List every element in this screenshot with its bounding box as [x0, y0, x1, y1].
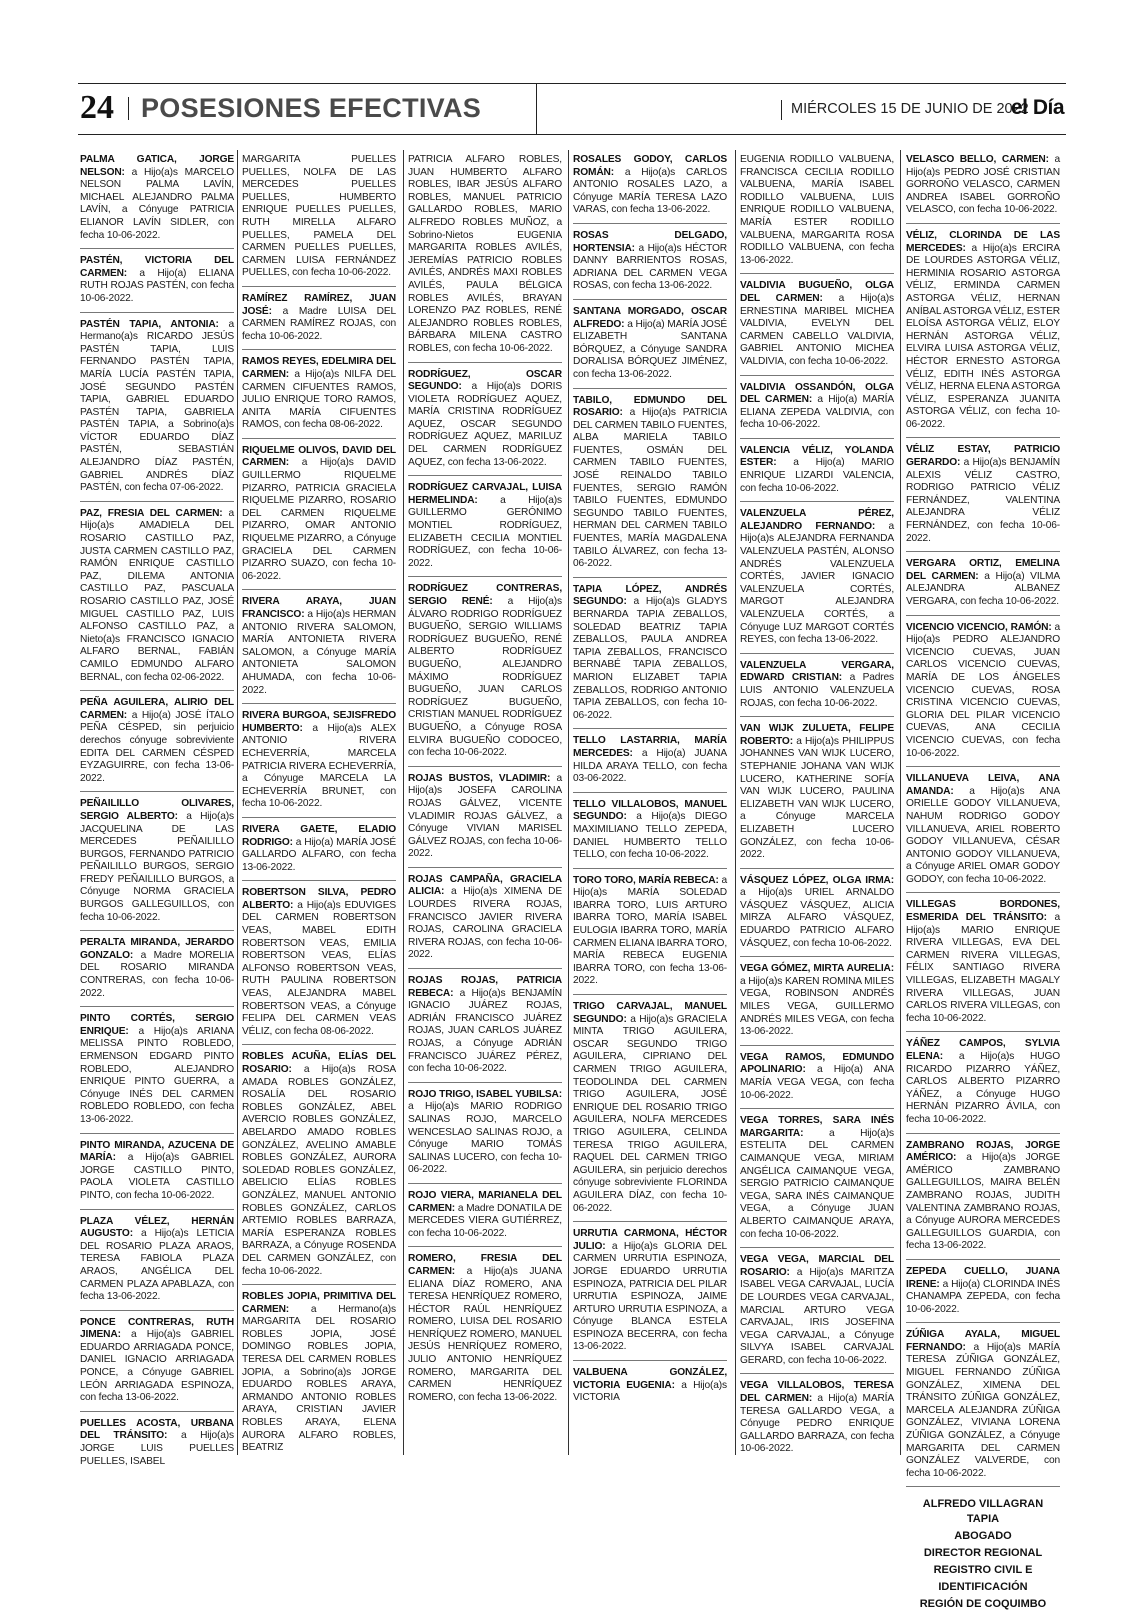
notice-entry: [242, 596, 396, 704]
notice-text: a Hermano(a)s RICARDO JESÚS PASTÉN TAPIA, LUIS FERNANDO PASTÉN TAPIA, MARÍA LUCÍA PASTÉN TAPIA, JOSÉ SEGUNDO PASTÉN TAPIA, GABRIEL EDUARDO PASTÉN TAPIA, GABRIELA PASTÉN TAPIA, a Sobrino(a)s VÍCTOR EDUARDO DÍAZ PASTÉN, SEBASTIÁN ALEJANDRO DÍAZ PASTÉN, GABRIEL ANDRÉS DÍAZ PASTÉN, con fecha 07-06-2022.: [80, 318, 234, 494]
notice-entry: [740, 660, 894, 717]
notice-entry: [242, 356, 396, 439]
notice-entry: [80, 798, 234, 931]
deceased-name: TRIGO CARVAJAL, MANUEL SEGUNDO:: [573, 1001, 727, 1025]
notice-entry: [80, 697, 234, 792]
notice-column-1: [80, 154, 235, 1467]
notice-text: a Hijo(a)s MARCELO NELSON PALMA LAVÍN, MICHAEL ALEJANDRO PALMA LAVÍN, a Cónyuge PATRICIA ELIANOR LAVÍN SIDLER, con fecha 10-06-2022.: [80, 166, 234, 241]
notice-text: MARGARITA PUELLES PUELLES, NOLFA DE LAS MERCEDES PUELLES PUELLES, HUMBERTO ENRIQUE PUELLES PUELLES, RUTH MIRELLA ALFARO PUELLES, PAMELA DEL CARMEN PUELLES PUELLES, CARMEN LUISA FERNÁNDEZ PUELLES, con fecha 10-06-2022.: [242, 154, 396, 279]
notice-text: a Hijo(a)s XIMENA DE LOURDES RIVERA ROJAS, FRANCISCO JAVIER RIVERA ROJAS, CAROLINA GRACIELA RIVERA ROJAS, con fecha 10-06-2022.: [408, 886, 562, 961]
header-divider: [781, 100, 782, 120]
deceased-name: RIVERA ARAYA, JUAN FRANCISCO:: [242, 596, 396, 620]
deceased-name: PINTO MIRANDA, AZUCENA DE MARÍA:: [80, 1139, 234, 1164]
notice-text: a Hijo(a)s JORGE LUIS PUELLES PUELLES, ISABEL: [80, 1430, 234, 1467]
notice-entry: [740, 154, 894, 274]
notice-column-6: [906, 154, 1061, 1611]
notice-text: a Hijo(a)s ESTELITA DEL CARMEN CAIMANQUE VEGA, MIRIAM ANGÉLICA CAIMANQUE VEGA, SERGIO PATRICIO CAIMANQUE VEGA, SARA INÉS CAIMANQUE VEGA, a Cónyuge JUAN ALBERTO CAIMANQUE ARAYA, con fecha 10-06-2022.: [740, 1127, 894, 1240]
notice-text: a Hijo(a) MARÍA JOSÉ ELIZABETH SANTANA BÓRQUEZ, a Cónyuge SANDRA DORALISA BÓRQUEZ JIMÉNEZ, con fecha 13-06-2022.: [573, 318, 727, 380]
signature-block: [906, 1497, 1060, 1612]
header-divider: [128, 97, 129, 120]
notice-text: a Hijo(a) ANA MARÍA VEGA VEGA, con fecha 10-06-2022.: [740, 1064, 894, 1101]
notice-entry: [740, 963, 894, 1046]
notice-text: a Hijo(a)s ALEJANDRA FERNANDA VALENZUELA PASTÉN, ALONSO ANDRÉS VALENZUELA CORTÉS, JAVIER IGNACIO VALENZUELA CORTÉS, MARGOT ALEJANDRA VALENZUELA CORTÉS, a Cónyuge LUZ MARGOT CORTÉS REYES, con fecha 13-06-2022.: [740, 520, 895, 646]
notice-entry: [573, 1228, 727, 1361]
deceased-name: ROBLES ACUÑA, ELÍAS DEL ROSARIO:: [242, 1051, 396, 1075]
notice-text: a Hijo(a)s DAVID GUILLERMO RIQUELME PIZARRO, PATRICIA GRACIELA RIQUELME PIZARRO, ROSARIO DEL CARMEN RIQUELME PIZARRO, OMAR ANTONIO RIQUELME PIZARRO, a Cónyuge GRACIELA DEL CARMEN PIZARRO SUAZO, con fecha 10-06-2022.: [242, 457, 396, 582]
notice-entry: [80, 1216, 234, 1311]
notice-text: a Padres LUIS ANTONIO VALENZUELA ROJAS, con fecha 10-06-2022.: [740, 672, 894, 709]
notice-text: a Madre DONATILA DE MERCEDES VIERA GUTIÉRREZ, con fecha 10-06-2022.: [408, 1202, 562, 1239]
deceased-name: VICENCIO VICENCIO, RAMÓN:: [906, 621, 1052, 633]
notice-entry: [80, 1418, 234, 1474]
deceased-name: URRUTIA CARMONA, HÉCTOR JULIO:: [573, 1228, 727, 1252]
notice-text: a Hijo(a)s PEDRO JOSÉ CRISTIAN GORROÑO VELASCO, CARMEN ANDREA ISABEL GORROÑO VELASCO, con fecha 10-06-2022.: [906, 154, 1060, 216]
deceased-name: ROJAS CAMPAÑA, GRACIELA ALICIA:: [408, 873, 562, 898]
deceased-name: PASTÉN, VICTORIA DEL CARMEN:: [80, 255, 234, 279]
deceased-name: VILLEGAS BORDONES, ESMERIDA DEL TRÁNSITO:: [906, 899, 1060, 924]
deceased-name: SANTANA MORGADO, OSCAR ALFREDO:: [573, 305, 727, 330]
header-top-rule: [78, 83, 1066, 84]
notice-text: a Madre MORELIA DEL ROSARIO MIRANDA CONTRERAS, con fecha 10-06-2022.: [80, 949, 234, 999]
signature-line: DIRECTOR REGIONAL: [923, 1547, 1043, 1560]
deceased-name: RIVERA GAETE, ELADIO RODRIGO:: [242, 823, 396, 848]
notice-text: a Hijo(a)s BENJAMÍN IGNACIO JUÁREZ ROJAS, ADRIÁN FRANCISCO JUÁREZ ROJAS, JUAN CARLOS JUÁREZ ROJAS, a Cónyuge ADRIÁN FRANCISCO JUÁREZ PÉREZ, con fecha 10-06-2022.: [408, 987, 562, 1075]
signature-line: REGISTRO CIVIL E: [933, 1564, 1033, 1577]
notice-text: a Hijo(a)s HUGO RICARDO PIZARRO YÁÑEZ, CARLOS ALBERTO PIZARRO YÁÑEZ, a Cónyuge HUGO HERNÁN PIZARRO ÁVILA, con fecha 10-06-2022.: [906, 1051, 1060, 1125]
notice-text: a Hijo(a) MARÍA JOSÉ GALLARDO ALFARO, con fecha 13-06-2022.: [242, 836, 396, 873]
notice-text: a Hijo(a)s NILFA DEL CARMEN CIFUENTES RAMOS, JULIO ENRIQUE TORO RAMOS, ANITA MARÍA CIFUENTES RAMOS, con fecha 08-06-2022.: [242, 368, 396, 431]
notice-entry: [408, 583, 562, 766]
notice-text: a Hijo(a) MARÍA ELIANA ZEPEDA VALDIVIA, con fecha 10-06-2022.: [740, 394, 894, 431]
deceased-name: ROJAS BUSTOS, VLADIMIR:: [408, 772, 551, 784]
deceased-name: ROBERTSON SILVA, PEDRO ALBERTO:: [242, 887, 396, 911]
notice-entry: [740, 1115, 894, 1248]
deceased-name: RODRÍGUEZ CARVAJAL, LUISA HERMELINDA:: [408, 482, 562, 506]
deceased-name: ROJAS ROJAS, PATRICIA REBECA:: [408, 975, 562, 999]
header-bottom-rule: [78, 134, 1066, 135]
notice-text: a Hijo(a)s PHILIPPUS JOHANNES VAN WIJK LUCERO, STEPHANIE JOHANA VAN WIJK LUCERO, KATHERINE SOFÍA VAN WIJK LUCERO, PAULINA ELIZABETH VAN WIJK LUCERO, a Cónyuge MARCELA ELIZABETH LUCERO GONZÁLEZ, con fecha 10-06-2022.: [740, 735, 894, 861]
deceased-name: VALBUENA GONZÁLEZ, VICTORIA EUGENIA:: [573, 1367, 727, 1391]
deceased-name: PONCE CONTRERAS, RUTH JIMENA:: [80, 1316, 234, 1341]
deceased-name: VERGARA ORTIZ, EMELINA DEL CARMEN:: [906, 558, 1060, 582]
notice-entry: [573, 735, 727, 792]
deceased-name: RIVERA BURGOA, SEJISFREDO HUMBERTO:: [242, 710, 396, 734]
deceased-name: TELLO VILLALOBOS, MANUEL SEGUNDO:: [573, 798, 727, 823]
deceased-name: PEÑA AGUILERA, ALIRIO DEL CARMEN:: [80, 697, 234, 721]
notice-text: a Hijo(a)s KAREN ROMINA MILES VEGA, ROBINSON ANDRÉS MILES VEGA, GUILLERMO ANDRÉS MILES VEGA, con fecha 13-06-2022.: [740, 975, 894, 1038]
deceased-name: VALENZUELA VERGARA, EDWARD CRISTIAN:: [740, 659, 894, 684]
notice-text: a Hijo(a)s JOSEFA CAROLINA ROJAS GÁLVEZ, VICENTE VLADIMIR ROJAS GÁLVEZ, a Cónyuge VIVIAN MARISEL GÁLVEZ ROJAS, con fecha 10-06-2022.: [408, 772, 562, 860]
notice-text: a Hijo(a) ELIANA RUTH ROJAS PASTÉN, con fecha 10-06-2022.: [80, 267, 234, 304]
deceased-name: RIQUELME OLIVOS, DAVID DEL CARMEN:: [242, 444, 396, 469]
notice-entry: [906, 1140, 1060, 1260]
column-divider: [403, 150, 404, 1455]
notice-entry: [408, 1089, 562, 1184]
notice-text: a Hijo(a)s JUANA ELIANA DÍAZ ROMERO, ANA TERESA HENRÍQUEZ ROMERO, HÉCTOR RAÚL HENRÍQUEZ ROMERO, LUISA DEL ROSARIO HENRÍQUEZ ROMERO, MANUEL JESÚS HENRÍQUEZ ROMERO, JULIO ANTONIO HENRÍQUEZ ROMERO, MARGARITA DEL CARMEN HENRÍQUEZ ROMERO, con fecha 13-06-2022.: [408, 1265, 562, 1403]
notice-text: a Hijo(a)s GRACIELA MINTA TRIGO AGUILERA, OSCAR SEGUNDO TRIGO AGUILERA, CIPRIANO DEL CARMEN TRIGO AGUILERA, TEODOLINDA DEL CARMEN TRIGO AGUILERA, JOSÉ ENRIQUE DEL ROSARIO TRIGO AGUILERA, NOLFA MERCEDES TRIGO AGUILERA, CELINDA TERESA TRIGO AGUILERA, RAQUEL DEL CARMEN TRIGO AGUILERA, sin perjuicio derechos cónyuge sobreviviente FLORINDA AGUILERA DÍAZ, con fecha 10-06-2022.: [573, 1013, 727, 1214]
deceased-name: PAZ, FRESIA DEL CARMEN:: [80, 507, 223, 519]
deceased-name: PEÑAILILLO OLIVARES, SERGIO ALBERTO:: [80, 798, 234, 822]
signature-line: ALFREDO VILLAGRAN TAPIA: [922, 1498, 1044, 1526]
notice-entry: [242, 293, 396, 350]
notice-entry: [242, 1291, 396, 1461]
notice-text: a Hijo(a)s BENJAMÍN ALEXIS VÉLIZ CASTRO, RODRIGO PATRICIO VÉLIZ FERNÁNDEZ, VALENTINA ALEJANDRA VÉLIZ FERNÁNDEZ, con fecha 10-06-2022.: [906, 457, 1060, 544]
notice-text: a Hijo(a) MARIO ENRIQUE LIZARDI VALENCIA, con fecha 10-06-2022.: [740, 457, 894, 494]
notice-text: a Hijo(a)s DIEGO MAXIMILIANO TELLO ZEPEDA, DANIEL HUMBERTO TELLO TELLO, con fecha 10-06-2022.: [573, 811, 727, 861]
notice-text: a Hijo(a)s ÁLVARO RODRIGO RODRÍGUEZ BUGUEÑO, SERGIO WILLIAMS RODRÍGUEZ BUGUEÑO, RENÉ ALBERTO RODRÍGUEZ BUGUEÑO, ALEJANDRO MÁXIMO RODRÍGUEZ BUGUEÑO, JUAN CARLOS RODRÍGUEZ BUGUEÑO, CRISTIAN MANUEL RODRÍGUEZ BUGUEÑO, a Cónyuge ROSA ELVIRA BUGUEÑO CODOCEO, con fecha 10-06-2022.: [408, 596, 562, 759]
notice-text: a Hijo(a)s MARIO RODRIGO SALINAS ROJO, MARCELO WENCESLAO SALINAS ROJO, a Cónyuge MARIO TOMÁS SALINAS LUCERO, con fecha 10-06-2022.: [408, 1101, 562, 1176]
notice-entry: [242, 445, 396, 591]
newspaper-logo: el Día: [1011, 96, 1065, 119]
notice-entry: [242, 154, 396, 287]
header-divider: [536, 84, 537, 134]
deceased-name: TORO TORO, MARÍA REBECA:: [573, 874, 719, 886]
notice-text: a Hermano(a)s MARGARITA DEL ROSARIO ROBLES JOPIA, JOSÉ DOMINGO ROBLES JOPIA, TERESA DEL CARMEN ROBLES JOPIA, a Sobrino(a)s JORGE EDUARDO ROBLES ARAYA, ARMANDO ANTONIO ROBLES ARAYA, CRISTIAN JAVIER ROBLES ARAYA, ELENA AURORA ALFARO ROBLES, BEATRIZ: [242, 1303, 396, 1454]
deceased-name: TAPIA LÓPEZ, ANDRÉS SEGUNDO:: [573, 583, 727, 608]
notice-text: a Hijo(a)s ALEX ANTONIO RIVERA ECHEVERRÍA, MARCELA PATRICIA RIVERA ECHEVERRÍA, a Cónyuge MARCELA LA ECHEVERRÍA BRUNET, con fecha 10-06-2022.: [242, 722, 396, 810]
notice-entry: [80, 319, 234, 502]
notice-entry: [740, 875, 894, 958]
notice-text: a Hijo(a)s PEDRO ALEJANDRO VICENCIO CUEVAS, JUAN CARLOS VICENCIO CUEVAS, MARÍA DE LOS ÁNGELES VICENCIO CUEVAS, ROSA CRISTINA VICENCIO CUEVAS, GLORIA DEL PILAR VICENCIO CUEVAS, ANA CECILIA VICENCIO CUEVAS, con fecha 10-06-2022.: [906, 621, 1061, 759]
notice-text: a Hijo(a)s ROSA AMADA ROBLES GONZÁLEZ, ROSALÍA DEL ROSARIO ROBLES GONZÁLEZ, ABEL AVERCIO ROBLES GONZÁLEZ, ABELARDO AMADO ROBLES GONZÁLEZ, AVELINO AMABLE ROBLES GONZÁLEZ, AURORA SOLEDAD ROBLES GONZÁLEZ, ABELICIO ELÍAS ROBLES GONZÁLEZ, MANUEL ANTONIO ROBLES GONZÁLEZ, CARLOS ARTEMIO ROBLES BARRAZA, MARÍA ESPERANZA ROBLES BARRAZA, a Cónyuge ROSENDA DEL CARMEN GONZÁLEZ, con fecha 10-06-2022.: [242, 1064, 396, 1277]
notice-entry: [80, 154, 234, 249]
deceased-name: VILLANUEVA LEIVA, ANA AMANDA:: [906, 773, 1060, 797]
notice-entry: [740, 1052, 894, 1109]
notice-entry: [408, 154, 562, 363]
column-divider: [900, 150, 901, 1455]
notice-column-4: [573, 154, 727, 1454]
signature-line: ABOGADO: [954, 1530, 1012, 1543]
notice-text: a Hijo(a)s GUILLERMO GERÓNIMO MONTIEL RODRÍGUEZ, ELIZABETH CECILIA MONTIEL RODRÍGUEZ, con fecha 10-06-2022.: [408, 494, 562, 569]
notice-text: a Hijo(a)s JORGE AMÉRICO ZAMBRANO GALLEGUILLOS, MAIRA BELÉN ZAMBRANO ROJAS, JUDITH VALENTINA ZAMBRANO ROJAS, a Cónyuge AURORA MERCEDES GALLEGUILLOS GUARDIA, con fecha 13-06-2022.: [906, 1152, 1060, 1252]
deceased-name: VÁSQUEZ LÓPEZ, OLGA IRMA:: [740, 874, 894, 886]
deceased-name: VEGA VEGA, MARCIAL DEL ROSARIO:: [740, 1254, 894, 1278]
deceased-name: ROSAS DELGADO, HORTENSIA:: [573, 229, 727, 254]
notice-text: a Hijo(a)s MARIO ENRIQUE RIVERA VILLEGAS, EVA DEL CARMEN RIVERA VILLEGAS, FÉLIX SANTIAGO RIVERA VILLEGAS, ELIZABETH MAGALY RIVERA VILLEGAS, JUAN CARLOS RIVERA VILLEGAS, con fecha 10-06-2022.: [906, 912, 1060, 1024]
notice-entry: [906, 899, 1060, 1032]
notice-entry: [242, 887, 396, 1045]
notice-entry: [80, 508, 234, 691]
deceased-name: VALENZUELA PÉREZ, ALEJANDRO FERNANDO:: [740, 508, 894, 532]
notice-entry: [242, 710, 396, 818]
notice-text: a Hijo(a) JOSÉ ÍTALO PEÑA CÉSPED, sin perjuicio derechos cónyuge sobreviviente EDITA DEL CARMEN CÉSPED EYZAGUIRRE, con fecha 13-06-2022.: [80, 709, 234, 784]
deceased-name: PUELLES ACOSTA, URBANA DEL TRÁNSITO:: [80, 1417, 234, 1442]
signature-line: IDENTIFICACIÓN: [938, 1581, 1028, 1594]
section-title: POSESIONES EFECTIVAS: [141, 93, 482, 123]
notice-entry: [573, 584, 727, 730]
notice-entry: [573, 230, 727, 300]
deceased-name: RAMÍREZ RAMÍREZ, JUAN JOSÉ:: [242, 292, 396, 317]
notice-entry: [80, 937, 234, 1007]
deceased-name: RODRÍGUEZ, OSCAR SEGUNDO:: [408, 368, 562, 393]
notice-text: a Hijo(a)s EDUVIGES DEL CARMEN ROBERTSON VEAS, MABEL EDITH ROBERTSON VEAS, EMILIA ROBERTSON VEAS, ELÍAS ALFONSO ROBERTSON VEAS, RUTH PAULINA ROBERTSON VEAS, ALEJANDRA MABEL ROBERTSON VEAS, a Cónyuge FELIPA DEL CARMEN VEAS VÉLIZ, con fecha 08-06-2022.: [242, 899, 396, 1037]
deceased-name: ROMERO, FRESIA DEL CARMEN:: [408, 1253, 562, 1277]
notice-text: a Hijo(a)s PATRICIA DEL CARMEN TABILO FUENTES, ALBA MARIELA TABILO FUENTES, OSMÁN DEL CARMEN TABILO FUENTES, JOSÉ REINALDO TABILO FUENTES, SERGIO RAMÓN TABILO FUENTES, EDMUNDO SEGUNDO TABILO FUENTES, HERMAN DEL CARMEN TABILO FUENTES, MARÍA MAGDALENA TABILO ÁLVAREZ, con fecha 13-06-2022.: [573, 407, 727, 570]
column-divider: [735, 150, 736, 1455]
notice-entry: [906, 558, 1060, 615]
deceased-name: VAN WIJK ZULUETA, FELIPE ROBERTO:: [740, 723, 894, 747]
deceased-name: PLAZA VÉLEZ, HERNÁN AUGUSTO:: [80, 1215, 234, 1240]
notice-text: a Madre LUISA DEL CARMEN RAMÍREZ ROJAS, con fecha 10-06-2022.: [242, 305, 396, 342]
column-divider: [237, 150, 238, 1455]
notice-text: a Hijo(a)s MARÍA SOLEDAD IBARRA TORO, LUIS ARTURO IBARRA TORO, MARÍA ISABEL EULOGIA IBARRA TORO, MARÍA CARMEN ELIANA IBARRA TORO, MARÍA REBECA EUGENIA IBARRA TORO, con fecha 13-06-2022.: [573, 874, 727, 987]
notice-entry: [408, 482, 562, 577]
notice-entry: [408, 1253, 562, 1410]
notice-entry: [906, 444, 1060, 552]
notice-text: a Hijo(a)s AMADIELA DEL ROSARIO CASTILLO PAZ, JUSTA CARMEN CASTILLO PAZ, RAMÓN ENRIQUE CASTILLO PAZ, DILEMA ANTONIA CASTILLO PAZ, PASCUALA ROSARIO CASTILLO PAZ, JOSÉ MIGUEL CASTILLO PAZ, LUIS ALFONSO CASTILLO PAZ, a Nieto(a)s FRANCISCO IGNACIO ALFARO BERNAL, FABIÁN CAMILO EDMUNDO ALFARO BERNAL, con fecha 02-06-2022.: [80, 507, 235, 683]
notice-text: a Hijo(a)s GABRIEL EDUARDO ARRIAGADA PONCE, DANIEL IGNACIO ARRIAGADA PONCE, a Cónyuge GABRIEL LEÓN ARRIAGADA ESPINOZA, con fecha 13-06-2022.: [80, 1329, 234, 1404]
column-divider: [568, 150, 569, 1455]
notice-entry: [80, 1317, 234, 1412]
notice-entry: [906, 1266, 1060, 1323]
notice-text: a Hijo(a)s ANA ORIELLE GODOY VILLANUEVA, NAHUM RODRIGO GODOY VILLANUEVA, ARIEL ROBERTO GODOY VILLANUEVA, CÉSAR ANTONIO GODOY VILLANUEVA, a Cónyuge ARIEL OMAR GODOY GODOY, con fecha 10-06-2022.: [906, 785, 1060, 885]
deceased-name: VALDIVIA BUGUEÑO, OLGA DEL CARMEN:: [740, 280, 894, 304]
notice-entry: [242, 1051, 396, 1285]
notice-entry: [740, 1380, 894, 1462]
deceased-name: VÉLIZ ESTAY, PATRICIO GERARDO:: [906, 444, 1060, 469]
notice-text: a Hijo(a) CLORINDA INÉS CHANAMPA ZEPEDA, con fecha 10-06-2022.: [906, 1278, 1060, 1315]
deceased-name: PALMA GATICA, JORGE NELSON:: [80, 154, 234, 178]
notice-text: a Hijo(a)s DORIS VIOLETA RODRÍGUEZ AQUEZ, MARÍA CRISTINA RODRÍGUEZ AQUEZ, OSCAR SEGUNDO RODRÍGUEZ AQUEZ, MARILUZ DEL CARMEN RODRÍGUEZ AQUEZ, con fecha 13-06-2022.: [408, 381, 562, 468]
notice-text: a Hijo(a)s CARLOS ANTONIO ROSALES LAZO, a Cónyuge MARÍA TERESA LAZO VARAS, con fecha 13-06-2022.: [573, 166, 727, 216]
deceased-name: ZEPEDA CUELLO, JUANA IRENE:: [906, 1265, 1060, 1290]
notice-entry: [740, 280, 894, 375]
notice-entry: [740, 508, 894, 654]
notice-entry: [408, 975, 562, 1083]
notice-entry: [242, 824, 396, 881]
notice-text: a Hijo(a)s GLORIA DEL CARMEN URRUTIA ESPINOZA, JORGE EDUARDO URRUTIA ESPINOZA, PATRICIA DEL PILAR URRUTIA ESPINOZA, JAIME ARTURO URRUTIA ESPINOZA, a Cónyuge BLANCA ESTELA ESPINOZA BECERRA, con fecha 13-06-2022.: [573, 1240, 727, 1353]
deceased-name: VEGA VILLALOBOS, TERESA DEL CARMEN:: [740, 1380, 894, 1405]
notice-text: a Hijo(a)s GLADYS BERNARDA TAPIA ZEBALLOS, SOLEDAD BEATRIZ TAPIA ZEBALLOS, PAULA ANDREA TAPIA ZEBALLOS, FRANCISCO BERNABÉ TAPIA ZEBALLOS, MARION ELIZABET TAPIA ZEBALLOS, RODRIGO ANTONIO TAPIA ZEBALLOS, con fecha 10-06-2022.: [573, 596, 727, 721]
deceased-name: PINTO CORTÉS, SERGIO ENRIQUE:: [80, 1013, 234, 1037]
notice-text: EUGENIA RODILLO VALBUENA, FRANCISCA CECILIA RODILLO VALBUENA, MARÍA ISABEL RODILLO VALBUENA, LUIS ENRIQUE RODILLO VALBUENA, MARÍA ESTER RODILLO VALBUENA, MARGARITA ROSA RODILLO VALBUENA, con fecha 13-06-2022.: [740, 154, 894, 266]
signature-line: REGIÓN DE COQUIMBO: [919, 1598, 1047, 1611]
notice-text: a Hijo(a) MARÍA TERESA GALLARDO VEGA, a Cónyuge PEDRO ENRIQUE GALLARDO BARRAZA, con fecha 10-06-2022.: [740, 1393, 894, 1455]
notice-entry: [906, 773, 1060, 893]
deceased-name: PERALTA MIRANDA, JERARDO GONZALO:: [80, 937, 234, 961]
notice-text: PATRICIA ALFARO ROBLES, JUAN HUMBERTO ALFARO ROBLES, IBAR JESÚS ALFARO ROBLES, MANUEL PATRICIO GALLARDO ROBLES, MARIO ALFREDO ROBLES MUÑOZ, a Sobrino-Nietos EUGENIA MARGARITA ROBLES AVILÉS, JEREMÍAS PATRICIO ROBLES AVILÉS, ANDRÉS MAXI ROBLES AVILÉS, PAULA BÉLGICA ROBLES AVILÉS, BRAYAN LORENZO PAZ ROBLES, RENÉ ALEJANDRO ROBLES ROBLES, BÁRBARA MILENA CASTRO ROBLES, con fecha 10-06-2022.: [408, 154, 562, 354]
deceased-name: VEGA TORRES, SARA INÉS MARGARITA:: [740, 1115, 894, 1139]
notice-entry: [906, 154, 1060, 224]
deceased-name: PASTÉN TAPIA, ANTONIA:: [80, 318, 219, 330]
deceased-name: ROBLES JOPIA, PRIMITIVA DEL CARMEN:: [242, 1291, 396, 1315]
notice-entry: [80, 255, 234, 312]
notice-entry: [740, 723, 894, 869]
notice-column-3: [408, 154, 562, 1454]
notice-text: a Hijo(a) VILMA ALEJANDRA ALBANEZ VERGARA, con fecha 10-06-2022.: [906, 570, 1060, 607]
notice-entry: [408, 369, 562, 477]
notice-text: a Hijo(a) JUANA HILDA ARAYA TELLO, con fecha 03-06-2022.: [573, 747, 727, 785]
notice-entry: [80, 1140, 234, 1210]
deceased-name: VELASCO BELLO, CARMEN:: [906, 154, 1049, 165]
notice-text: a Hijo(a)s HERMAN ANTONIO RIVERA SALOMON, MARÍA ANTONIETA RIVERA SALOMON, a Cónyuge MARÍA ANTONIETA SALOMON AHUMADA, con fecha 10-06-2022.: [242, 609, 396, 696]
notice-text: a Hijo(a)s VICTORIA: [573, 1379, 727, 1404]
notice-entry: [573, 799, 727, 869]
notice-text: a Hijo(a)s GABRIEL JORGE CASTILLO PINTO, PAOLA VIOLETA CASTILLO PINTO, con fecha 10-06-2022.: [80, 1152, 234, 1201]
notice-text: a Hijo(a)s URIEL ARNALDO VÁSQUEZ VÁSQUEZ, ALICIA MIRZA ALFARO VÁSQUEZ, EDUARDO PATRICIO ALFARO VÁSQUEZ, con fecha 10-06-2022.: [740, 887, 894, 949]
deceased-name: ROJO VIERA, MARIANELA DEL CARMEN:: [408, 1189, 562, 1214]
notice-entry: [573, 395, 727, 578]
deceased-name: VEGA RAMOS, EDMUNDO APOLINARIO:: [740, 1051, 894, 1076]
notice-text: a Hijo(a)s MARÍA TERESA ZÚÑIGA GONZÁLEZ, MIGUEL FERNANDO ZÚÑIGA GONZÁLEZ, XIMENA DEL TRÁNSITO ZÚÑIGA GONZÁLEZ, MARCELA ALEJANDRA ZÚÑIGA GONZÁLEZ, VIVIANA LORENA ZÚÑIGA GONZÁLEZ, a Cónyuge MARGARITA DEL CARMEN GONZÁLEZ VALVERDE, con fecha 10-06-2022.: [906, 1341, 1060, 1479]
deceased-name: ROSALES GODOY, CARLOS ROMÁN:: [573, 154, 727, 178]
deceased-name: TABILO, EDMUNDO DEL ROSARIO:: [573, 394, 727, 419]
notice-entry: [408, 874, 562, 969]
notice-entry: [906, 230, 1060, 439]
notice-text: a Hijo(a)s MARITZA ISABEL VEGA CARVAJAL, LUCÍA DE LOURDES VEGA CARVAJAL, MARCIAL ARTURO VEGA CARVAJAL, IRIS JOSEFINA VEGA CARVAJAL, a Cónyuge SILVYA ISABEL CARVAJAL GERARD, con fecha 10-06-2022.: [740, 1266, 894, 1366]
notice-entry: [573, 306, 727, 389]
notice-entry: [408, 773, 562, 868]
deceased-name: ZÚÑIGA AYALA, MIGUEL FERNANDO:: [906, 1329, 1060, 1353]
notice-entry: [740, 1254, 894, 1374]
deceased-name: VALENCIA VÉLIZ, YOLANDA ESTER:: [740, 444, 894, 469]
notice-entry: [906, 1038, 1060, 1133]
deceased-name: RODRÍGUEZ CONTRERAS, SERGIO RENÉ:: [408, 583, 562, 607]
notice-text: a Hijo(a)s ERNESTINA MARIBEL MICHEA VALDIVIA, EVELYN DEL CARMEN CABELLO VALDIVIA, GABRIEL ANTONIO MICHEA VALDIVIA, con fecha 10-06-2022.: [740, 292, 894, 367]
notice-entry: [573, 1001, 727, 1222]
notice-entry: [408, 1190, 562, 1247]
deceased-name: VEGA GÓMEZ, MIRTA AURELIA:: [740, 963, 894, 975]
notice-entry: [573, 875, 727, 995]
notice-entry: [740, 382, 894, 439]
notice-entry: [906, 1329, 1060, 1487]
deceased-name: ZAMBRANO ROJAS, JORGE AMÉRICO:: [906, 1139, 1060, 1164]
notice-column-2: [242, 154, 396, 1454]
deceased-name: VALDIVIA OSSANDÓN, OLGA DEL CARMEN:: [740, 381, 894, 406]
notice-entry: [740, 445, 894, 502]
notice-text: a Hijo(a)s ERCIRA DE LOURDES ASTORGA VÉLIZ, HERMINIA ROSARIO ASTORGA VÉLIZ, ERMINDA CARMEN ASTORGA VÉLIZ, HERNAN ANÍBAL ASTORGA VÉLIZ, ESTER ELOÍSA ASTORGA VÉLIZ, ELOY HERNÁN ASTORGA VÉLIZ, ELVIRA LUISA ASTORGA VÉLIZ, HÉCTOR ERNESTO ASTORGA VÉLIZ, EDITH INÉS ASTORGA VÉLIZ, HERNA ELENA ASTORGA VÉLIZ, ESPERANZA JUANITA ASTORGA VÉLIZ, con fecha 10-06-2022.: [906, 242, 1060, 430]
page-number: 24: [80, 89, 114, 126]
deceased-name: YÁÑEZ CAMPOS, SYLVIA ELENA:: [906, 1038, 1060, 1062]
notice-entry: [906, 622, 1060, 768]
notice-text: a Hijo(a)s LETICIA DEL ROSARIO PLAZA ARAOS, TERESA FABIOLA PLAZA ARAOS, ANGÉLICA DEL CARMEN PLAZA APABLAZA, con fecha 13-06-2022.: [80, 1228, 234, 1303]
notice-entry: [80, 1013, 234, 1133]
notice-entry: [573, 1367, 727, 1411]
notice-entry: [573, 154, 727, 224]
deceased-name: ROJO TRIGO, ISABEL YUBILSA:: [408, 1088, 562, 1100]
issue-date: MIÉRCOLES 15 DE JUNIO DE 2022: [791, 101, 1029, 117]
deceased-name: VÉLIZ, CLORINDA DE LAS MERCEDES:: [906, 229, 1060, 254]
notice-text: a Hijo(a)s HÉCTOR DANNY BARRIENTOS ROSAS, ADRIANA DEL CARMEN VEGA ROSAS, con fecha 13-06-2022.: [573, 242, 727, 292]
notice-text: a Hijo(a)s JACQUELINA DE LAS MERCEDES PEÑAILILLO BURGOS, FERNANDO PATRICIO PEÑAILILLO BURGOS, SERGIO FREDY PEÑAILILLO BURGOS, a Cónyuge NORMA GRACIELA BURGOS GALLEGUILLOS, con fecha 10-06-2022.: [80, 810, 234, 923]
deceased-name: TELLO LASTARRIA, MARÍA MERCEDES:: [573, 735, 727, 759]
notice-text: a Hijo(a)s ARIANA MELISSA PINTO ROBLEDO, ERMENSON EDGARD PINTO ROBLEDO, ALEJANDRO ENRIQUE PINTO GUERRA, a Cónyuge INÉS DEL CARMEN ROBLEDO ROBLEDO, con fecha 13-06-2022.: [80, 1025, 234, 1125]
deceased-name: RAMOS REYES, EDELMIRA DEL CARMEN:: [242, 356, 396, 380]
notice-column-5: [740, 154, 894, 1454]
